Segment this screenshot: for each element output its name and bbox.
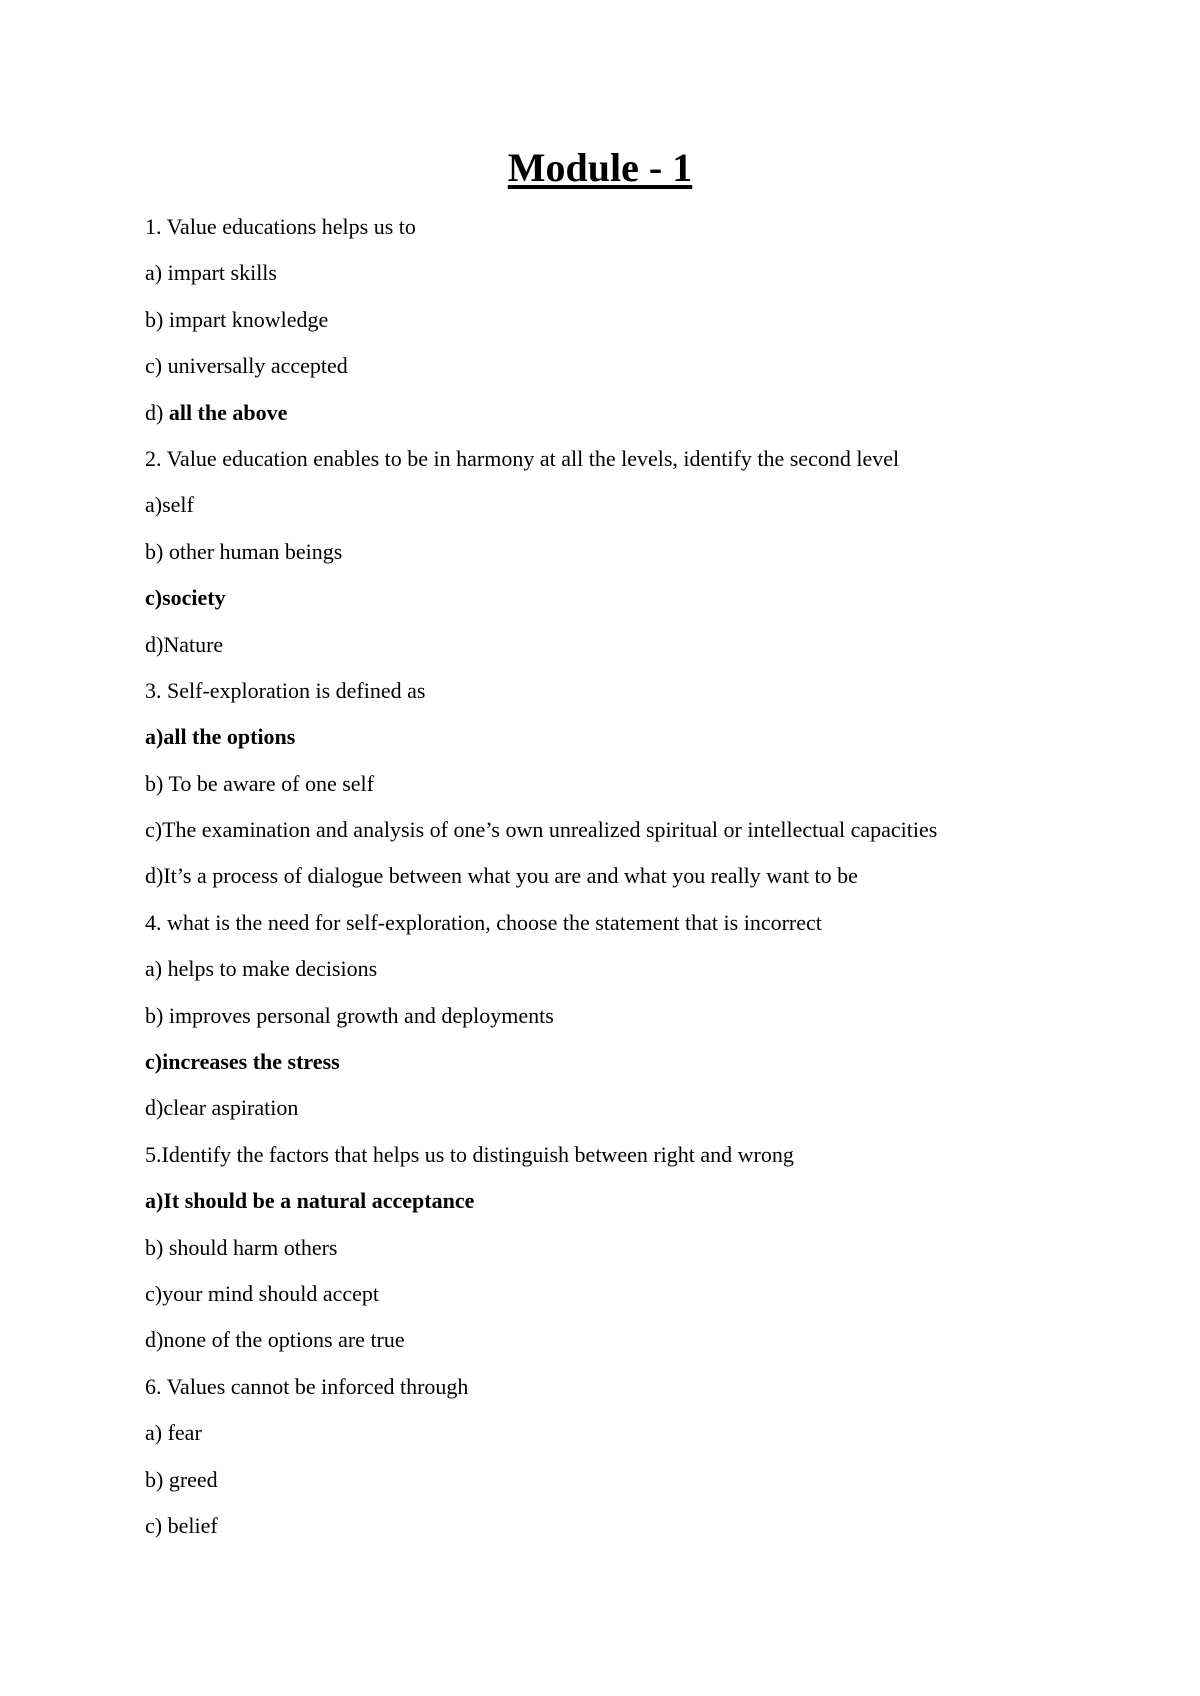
option-prefix: d) (145, 1095, 164, 1121)
question-2-text: 2. Value education enables to be in harmony at all the levels, identify the second level (145, 445, 900, 471)
option-text: clear aspiration (163, 1095, 299, 1121)
option-text: helps to make decisions (167, 956, 378, 982)
question-2-option-c (145, 584, 1125, 630)
option-prefix: c) (145, 1280, 163, 1306)
question-4-option-c (145, 1048, 1125, 1094)
option-text-answer: a)It should be a natural acceptance (145, 1188, 475, 1214)
option-text: To be aware of one self (168, 770, 374, 796)
option-prefix: a) (145, 956, 168, 982)
question-5-text: 5.Identify the factors that helps us to distinguish between right and wrong (145, 1141, 794, 1167)
option-prefix: a) (145, 1420, 168, 1446)
question-list (145, 213, 1125, 1558)
question-6-option-c (145, 1512, 1125, 1558)
question-5-option-a (145, 1187, 1125, 1233)
option-text-answer: c)increases the stress (145, 1049, 340, 1075)
question-3-option-c (145, 816, 1125, 862)
option-text: impart skills (167, 260, 277, 286)
question-2-option-a (145, 491, 1125, 537)
question-1-option-d (145, 399, 1125, 445)
option-prefix: d) (145, 1327, 164, 1353)
question-1-option-b (145, 306, 1125, 352)
option-text-answer: all the above (168, 399, 288, 425)
option-prefix: b) (145, 306, 169, 332)
option-prefix: b) (145, 1466, 169, 1492)
option-text: It’s a process of dialogue between what you are and what you really want to be (163, 863, 858, 889)
option-prefix: c) (145, 1512, 168, 1538)
option-prefix: b) (145, 1234, 169, 1260)
option-prefix: c) (145, 817, 163, 843)
option-prefix: b) (145, 538, 169, 564)
option-prefix: d) (145, 399, 169, 425)
option-text: should harm others (168, 1234, 338, 1260)
question-5-option-d (145, 1326, 1125, 1372)
question-4-option-d (145, 1094, 1125, 1140)
option-text: improves personal growth and deployments (168, 1002, 554, 1028)
page-title: Module - 1 (507, 145, 693, 190)
question-3-option-b (145, 770, 1125, 816)
option-text: belief (167, 1512, 218, 1538)
option-text: other human beings (168, 538, 343, 564)
question-2-option-b (145, 538, 1125, 584)
question-4-option-a (145, 955, 1125, 1001)
question-1-text: 1. Value educations helps us to (145, 214, 416, 239)
question-5-option-c (145, 1280, 1125, 1326)
question-1-option-c (145, 352, 1125, 398)
question-1-option-a (145, 259, 1125, 305)
option-text: your mind should accept (162, 1280, 379, 1306)
option-prefix: d) (145, 631, 164, 657)
question-5-option-b (145, 1234, 1125, 1280)
option-text: none of the options are true (163, 1327, 405, 1353)
question-6-option-b (145, 1466, 1125, 1512)
option-text: impart knowledge (168, 306, 329, 332)
option-text: fear (167, 1420, 202, 1446)
question-2-option-d (145, 631, 1125, 677)
question-6-text: 6. Values cannot be inforced through (145, 1373, 469, 1399)
option-prefix: b) (145, 1002, 169, 1028)
option-text-answer: c)society (145, 585, 226, 611)
option-text: Nature (163, 631, 224, 657)
option-prefix: c) (145, 353, 168, 379)
option-text: self (162, 492, 194, 518)
option-prefix: a) (145, 492, 163, 518)
option-text: The examination and analysis of one’s own unrealized spiritual or intellectual capacities (162, 817, 938, 843)
option-text: universally accepted (167, 353, 348, 379)
option-prefix: b) (145, 770, 169, 796)
question-6-option-a (145, 1419, 1125, 1465)
option-text: greed (168, 1466, 218, 1492)
question-3-option-d (145, 862, 1125, 908)
question-4-option-b (145, 1002, 1125, 1048)
question-3-option-a (145, 723, 1125, 769)
option-prefix: d) (145, 863, 164, 889)
option-text-answer: a)all the options (145, 724, 296, 750)
question-3-text: 3. Self-exploration is defined as (145, 677, 426, 703)
option-prefix: a) (145, 260, 168, 286)
question-4-text: 4. what is the need for self-exploration, choose the statement that is incorrect (145, 909, 822, 935)
